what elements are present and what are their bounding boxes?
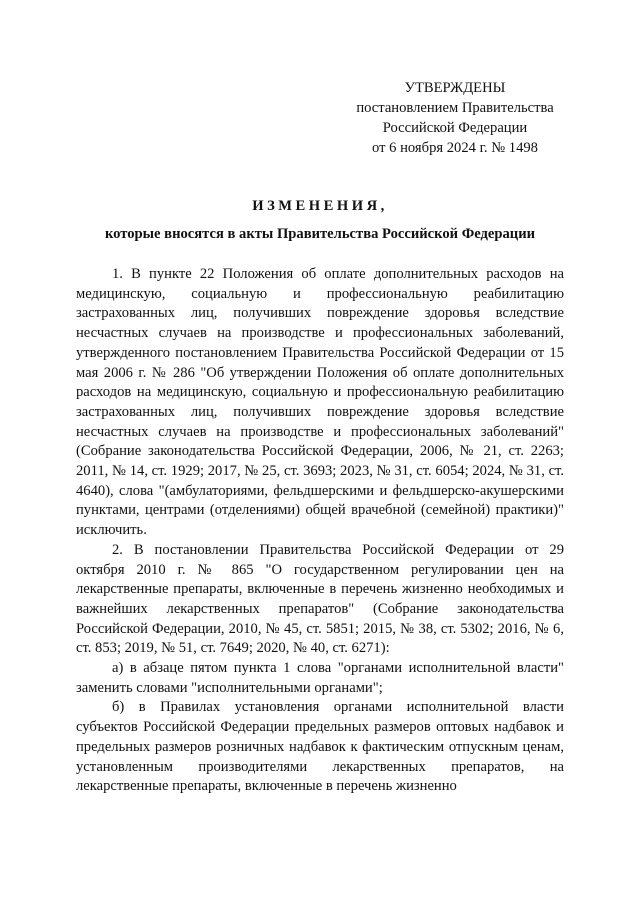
paragraph-2a: а) в абзаце пятом пункта 1 слова "органами исполнительной власти" заменить словами "исполнительными органами"; (76, 660, 564, 696)
paragraph-2: 2. В постановлении Правительства Российской Федерации от 29 октября 2010 г. № 865 "О государственном регулировании цен на лекарственные препараты, включенные в перечень жизненно необходимых и важнейших лекарственных препаратов" (Собрание законодательства Российской Федерации, 2010, № 45, ст. 5851; 2015, № 38, ст. 5302; 2016, № 6, ст. 853; 2019, № 51, ст. 7649; 2020, № 40, ст. 6271): (76, 541, 564, 657)
document-subtitle: которые вносятся в акты Правительства Российской Федерации (104, 226, 536, 242)
document-body (76, 265, 564, 797)
document-title: ИЗМЕНЕНИЯ, (252, 198, 388, 214)
approval-heading: УТВЕРЖДЕНЫ (404, 80, 506, 96)
approval-line-3: от 6 ноября 2024 г. № 1498 (372, 140, 538, 156)
paragraph-2b: б) в Правилах установления органами исполнительной власти субъектов Российской Федерации предельных размеров оптовых надбавок и предельных размеров розничных надбавок к фактическим отпускным ценам, установленным производителями лекарственных препаратов, на лекарственные препараты, включенные в перечень жизненно (76, 699, 564, 795)
paragraph-1: 1. В пункте 22 Положения об оплате дополнительных расходов на медицинскую, социальную и профессиональную реабилитацию застрахованных лиц, получивших повреждение здоровья вследствие несчастных случаев на производстве и профессиональных заболеваний, утвержденного постановлением Правительства Российской Федерации от 15 мая 2006 г. № 286 "Об утверждении Положения об оплате дополнительных расходов на медицинскую, социальную и профессиональную реабилитацию застрахованных лиц, получивших повреждение здоровья вследствие несчастных случаев на производстве и профессиональных заболеваний" (Собрание законодательства Российской Федерации, 2006, № 21, ст. 2263; 2011, № 14, ст. 1929; 2017, № 25, ст. 3693; 2023, № 31, ст. 6054; 2024, № 31, ст. 4640), слова "(амбулаториями, фельдшерскими и фельдшерско-акушерскими пунктами, центрами (отделениями) общей врачебной (семейной) практики)" исключить. (76, 266, 564, 539)
approval-line-1: постановлением Правительства (356, 100, 554, 116)
approval-line-2: Российской Федерации (382, 120, 528, 136)
approval-block (340, 78, 570, 158)
